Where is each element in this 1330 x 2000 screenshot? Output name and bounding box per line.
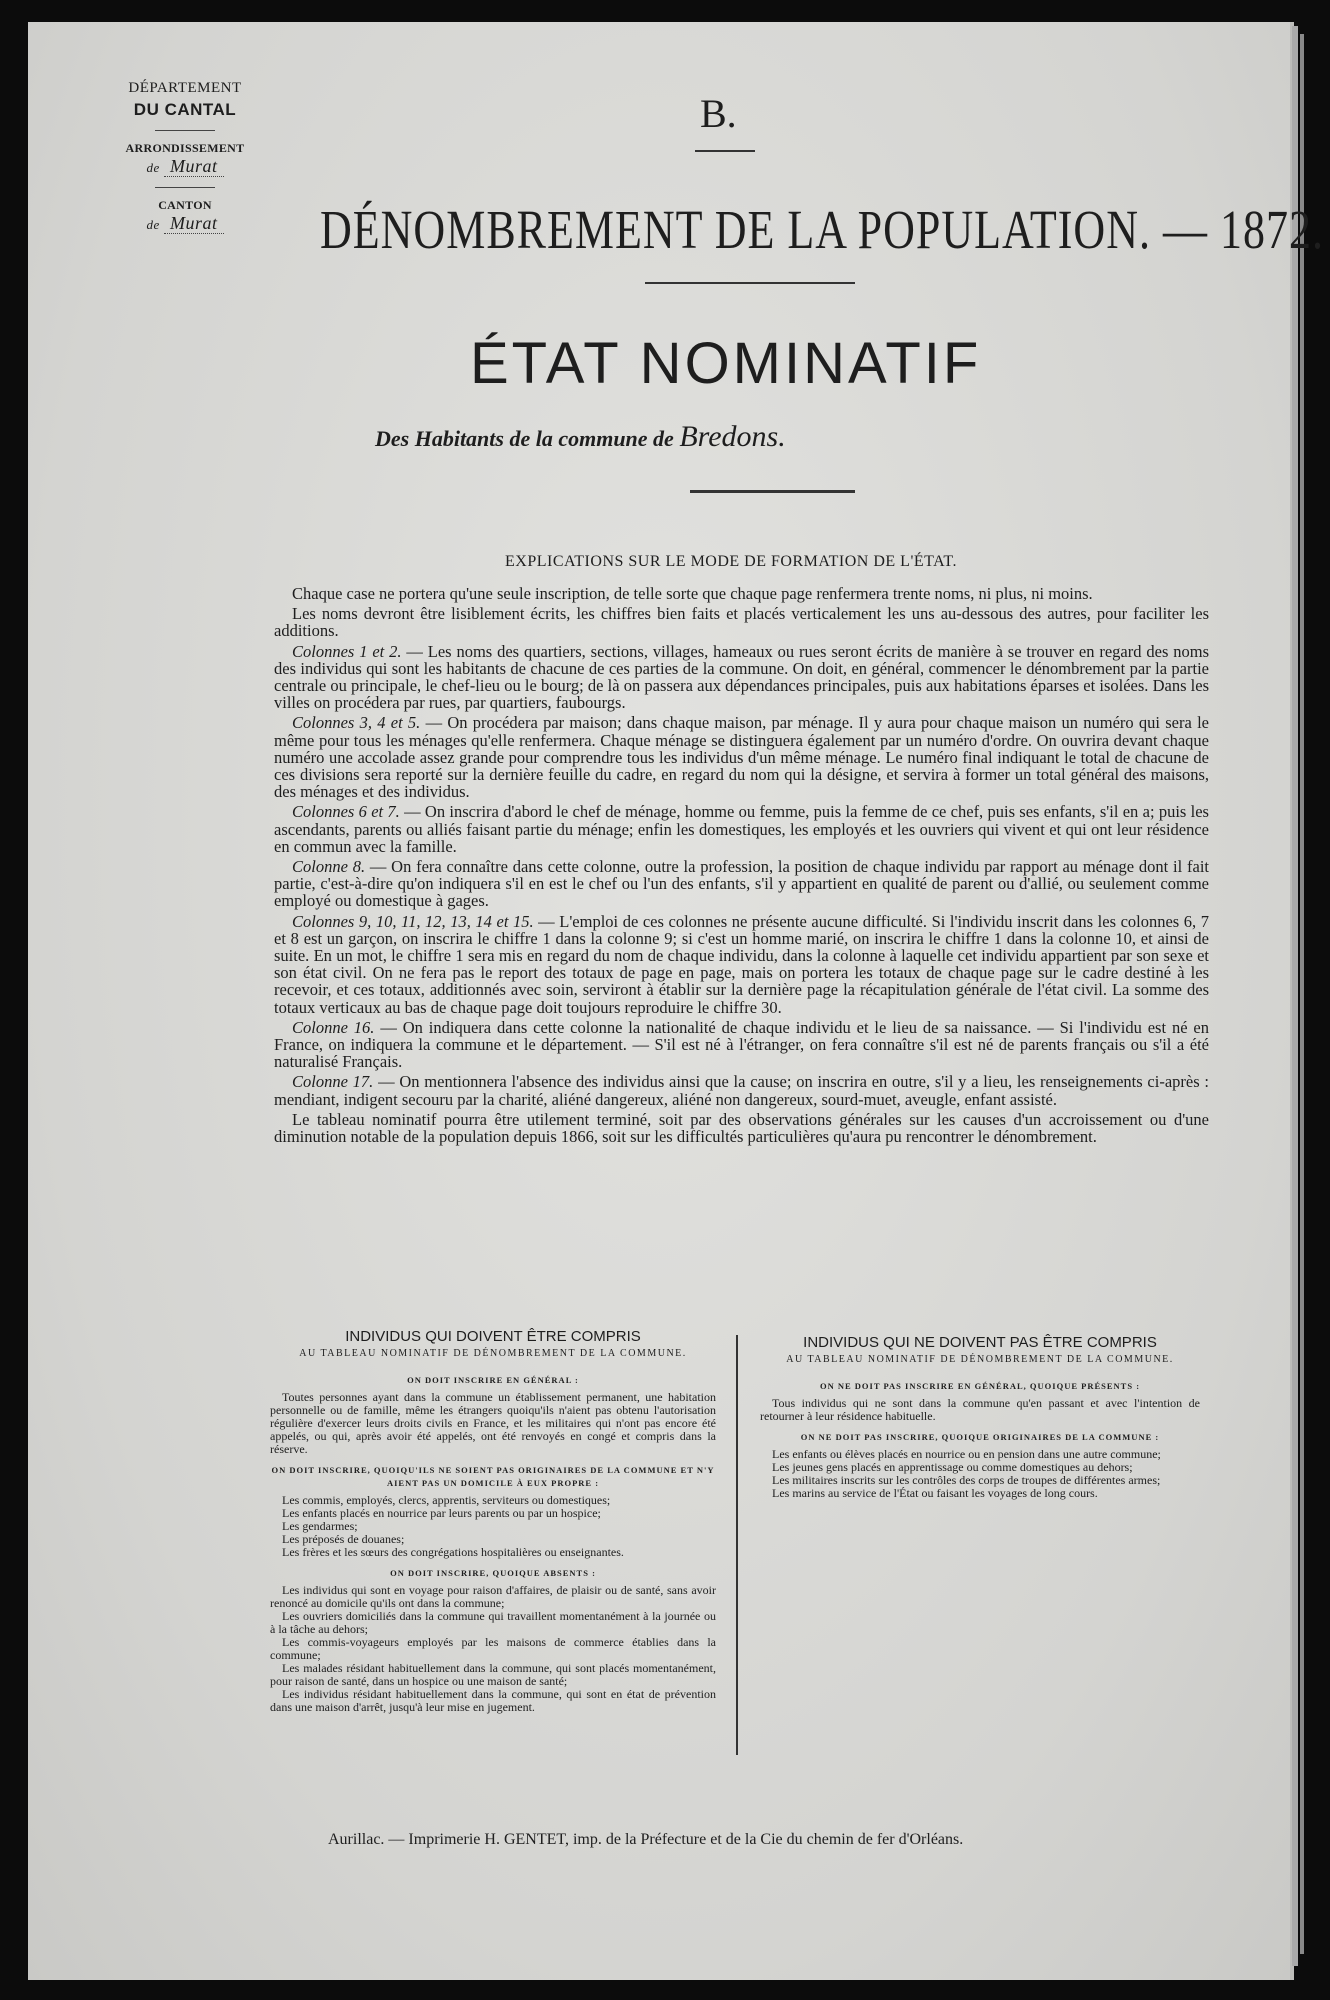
column-reference: Colonne 8. <box>292 857 366 877</box>
explanation-paragraph <box>274 913 1209 1016</box>
divider <box>690 490 855 493</box>
explanation-text: — Les noms des quartiers, sections, villages, hameaux ou rues seront écrits de manière à se trouver en regard des noms des individus qui sont les habitants de chacune de ces parties de la commune. On doit, en général, commencer le dénombrement par la partie centrale ou principale, le chef-lieu ou le bourg; de là on passera aux dépendances principales, puis aux habitations éparses et isolées. Dans les villes on procédera par rues, par quartiers, faubourgs. <box>274 641 1209 713</box>
rule-item: Les commis, employés, clercs, apprentis, serviteurs ou domestiques; <box>282 1493 611 1507</box>
rule-item: Les enfants placés en nourrice par leurs parents ou par un hospice; <box>282 1506 601 1520</box>
explanation-text: Le tableau nominatif pourra être utilement terminé, soit par des observations générales sur les causes d'un accroissement ou d'une diminution notable de la population depuis 1866, soit sur les difficultés particulières qu'aura pu rencontrer le dénombrement. <box>274 1109 1209 1147</box>
arrondissement-label: ARRONDISSEMENT <box>125 141 245 155</box>
explanation-text: — On indiquera dans cette colonne la nationalité de chaque individu et le lieu de sa naissance. — Si l'individu est né en France, on indiquera la commune et le département. — S'il est né à l'étranger, on fera connaître s'il est né de parents français ou s'il a été naturalisé Français. <box>274 1017 1209 1072</box>
explanation-text: — On inscrira d'abord le chef de ménage, homme ou femme, puis la femme de ce chef, puis ses enfants, s'il en a; puis les ascendants, parents ou alliés faisant partie du ménage; enfin les domestiques, les employés et les ouvriers qui vivent et qui ont leur résidence en commun avec la famille. <box>274 802 1209 856</box>
rule-item: Les individus qui sont en voyage pour raison d'affaires, de plaisir ou de santé, sans avoir renoncé au domicile qu'ils ont dans la commune; <box>270 1583 716 1610</box>
section-rubric: ON NE DOIT PAS INSCRIRE EN GÉNÉRAL, QUOIQUE PRÉSENTS : <box>819 1381 1141 1391</box>
page-edge <box>1300 34 1304 1954</box>
printer-footer: Aurillac. — Imprimerie H. GENTET, imp. de la Préfecture et de la Cie du chemin de fer d'Orléans. <box>328 1831 964 1848</box>
rule-item: Les jeunes gens placés en apprentissage ou comme domestiques au dehors; <box>772 1460 1133 1474</box>
explanations-heading: EXPLICATIONS SUR LE MODE DE FORMATION DE L'ÉTAT. <box>505 553 957 570</box>
section-rubric: ON DOIT INSCRIRE, QUOIQU'ILS NE SOIENT PAS ORIGINAIRES DE LA COMMUNE ET N'Y AIENT PAS UN DOMICILE À EUX PROPRE : <box>271 1465 715 1488</box>
commune-name: Bredons. <box>679 420 786 453</box>
column-reference: Colonnes 3, 4 et 5. <box>292 713 421 733</box>
rule-item: Les enfants ou élèves placés en nourrice ou en pension dans une autre commune; <box>772 1447 1161 1461</box>
explanation-text: — L'emploi de ces colonnes ne présente aucune difficulté. Si l'individu inscrit dans les colonnes 6, 7 et 8 est un garçon, on inscrira le chiffre 1 dans la colonne 9; si c'est un homme marié, on inscrira le chiffre 1 dans la colonne 10, et ainsi de suite. En un mot, le chiffre 1 sera mis en regard du nom de chaque individu, dans la colonne à laquelle cet individu appartient par son sexe et son état civil. On ne fera pas le report des totaux de page en page, mais on portera les totaux de chaque page sur le cadre destiné à les recevoir, et ces totaux, additionnés avec soin, serviront à établir sur la dernière page la récapitulation générale de l'état civil. La somme des totaux verticaux au bas de chaque page doit toujours reproduire le chiffre 30. <box>274 911 1209 1017</box>
explanation-paragraph <box>274 1019 1209 1071</box>
rule-item: Toutes personnes ayant dans la commune un établissement permanent, une habitation personnelle ou de famille, même les étrangers quoiqu'ils n'aient pas obtenu l'autorisation régulière d'exercer leurs droits civils en France, et les militaires qui n'ont pas encore été appelés, ou qui, après avoir été appelés, ont été renvoyés en congé et compris dans la réserve. <box>270 1390 716 1456</box>
divider <box>695 150 755 152</box>
explanation-paragraph <box>274 803 1209 855</box>
rule-item: Les ouvriers domiciliés dans la commune qui travaillent momentanément à la journée ou à la tâche au dehors; <box>270 1609 716 1636</box>
explanation-text: — On procédera par maison; dans chaque maison, par ménage. Il y aura pour chaque maison un numéro qui sera le même pour tous les ménages qu'elle renfermera. Chaque ménage se distinguera également par un numéro d'ordre. On ouvrira devant chaque numéro une accolade assez grande pour comprendre tous les individus d'un même ménage. Le numéro final indiquant le total de chacune de ces divisions sera reporté sur la dernière feuille du cadre, en regard du nom qui la désigne, et servira à former un total général des maisons, des ménages et des individus. <box>274 713 1209 802</box>
rule-item: Tous individus qui ne sont dans la commune qu'en passant et avec l'intention de retourner à leur résidence habituelle. <box>760 1396 1200 1423</box>
explanation-paragraph <box>274 585 1209 602</box>
departement-label: DÉPARTEMENT <box>128 80 242 96</box>
explanation-paragraph <box>274 1073 1209 1107</box>
explanation-paragraph <box>274 858 1209 910</box>
canton-prefix: de <box>146 217 160 232</box>
rule-item: Les gendarmes; <box>282 1519 358 1533</box>
page-edge <box>1292 26 1298 1966</box>
divider <box>155 187 215 188</box>
section-rubric: ON NE DOIT PAS INSCRIRE, QUOIQUE ORIGINAIRES DE LA COMMUNE : <box>800 1432 1160 1442</box>
arrondissement-prefix: de <box>146 160 160 175</box>
explanation-paragraph <box>274 605 1209 639</box>
column-divider <box>736 1335 738 1755</box>
canton-value: Murat <box>164 213 224 234</box>
departement-name: DU CANTAL <box>133 100 237 119</box>
column-reference: Colonnes 6 et 7. <box>292 802 400 822</box>
commune-label: Des Habitants de la commune de <box>375 426 674 451</box>
explanation-text: — On mentionnera l'absence des individus ainsi que la cause; on inscrira en outre, s'il y a lieu, les renseignements ci-après : mendiant, indigent secouru par la charité, aliéné dangereux, aliéné non dangereux, sourd-muet, aveugle, enfant assisté. <box>274 1072 1209 1109</box>
form-letter: B. <box>700 91 737 136</box>
column-reference: Colonne 17. <box>292 1072 374 1092</box>
included-subheading: AU TABLEAU NOMINATIF DE DÉNOMBREMENT DE LA COMMUNE. <box>299 1348 687 1359</box>
explanations-body <box>274 585 1209 1145</box>
explanation-text: — On fera connaître dans cette colonne, outre la profession, la position de chaque individu par rapport au ménage dont il fait partie, c'est-à-dire qu'on indiquera s'il en est le chef ou l'un des enfants, s'il y appartient en qualité de parent ou d'allié, ou seulement comme employé ou domestique à gages. <box>274 857 1209 911</box>
excluded-heading: INDIVIDUS QUI NE DOIVENT PAS ÊTRE COMPRIS <box>803 1334 1157 1351</box>
explanation-paragraph <box>274 1111 1209 1145</box>
divider <box>645 282 855 284</box>
explanation-text: Les noms devront être lisiblement écrits, les chiffres bien faits et placés verticalement les uns au-dessous des autres, pour faciliter les additions. <box>274 604 1209 641</box>
page-subtitle: ÉTAT NOMINATIF <box>470 331 982 396</box>
rule-item: Les frères et les sœurs des congrégations hospitalières ou enseignantes. <box>282 1545 624 1559</box>
commune-line <box>375 420 786 454</box>
column-reference: Colonne 16. <box>292 1017 375 1037</box>
page-title: DÉNOMBREMENT DE LA POPULATION. — 1872. <box>320 199 1324 261</box>
canton-label: CANTON <box>158 198 212 212</box>
rule-item: Les marins au service de l'État ou faisant les voyages de long cours. <box>772 1486 1098 1500</box>
section-rubric: ON DOIT INSCRIRE, QUOIQUE ABSENTS : <box>390 1568 596 1578</box>
excluded-individuals-panel <box>760 1336 1200 1500</box>
divider <box>155 130 215 131</box>
column-reference: Colonnes 1 et 2. <box>292 641 402 661</box>
rule-item: Les individus résidant habituellement dans la commune, qui sont en état de prévention dans une maison d'arrêt, jusqu'à leur mise en jugement. <box>270 1687 716 1714</box>
included-heading: INDIVIDUS QUI DOIVENT ÊTRE COMPRIS <box>345 1328 641 1345</box>
section-rubric: ON DOIT INSCRIRE EN GÉNÉRAL : <box>407 1375 579 1385</box>
arrondissement-value: Murat <box>164 156 224 177</box>
administrative-header <box>85 80 285 234</box>
excluded-subheading: AU TABLEAU NOMINATIF DE DÉNOMBREMENT DE LA COMMUNE. <box>786 1354 1174 1365</box>
rule-item: Les commis-voyageurs employés par les maisons de commerce établies dans la commune; <box>270 1635 716 1662</box>
column-reference: Colonnes 9, 10, 11, 12, 13, 14 et 15. <box>292 911 534 931</box>
rule-item: Les préposés de douanes; <box>282 1532 405 1546</box>
rule-item: Les malades résidant habituellement dans la commune, qui sont placés momentanément, pour raison de santé, dans un hospice ou une maison de santé; <box>270 1661 716 1688</box>
rule-item: Les militaires inscrits sur les contrôles des corps de troupes de différentes armes; <box>772 1473 1161 1487</box>
explanation-text: Chaque case ne portera qu'une seule inscription, de telle sorte que chaque page renfermera trente noms, ni plus, ni moins. <box>292 584 1093 603</box>
explanation-paragraph <box>274 714 1209 800</box>
explanation-paragraph <box>274 643 1209 712</box>
included-individuals-panel <box>270 1330 716 1714</box>
